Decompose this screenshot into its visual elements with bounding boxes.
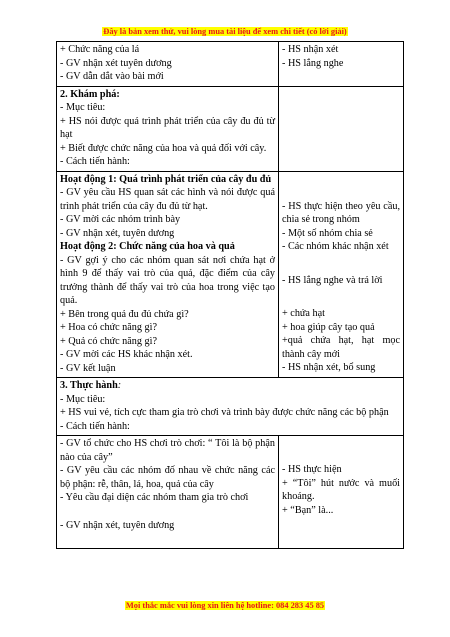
- text-line: + hoa giúp cây tạo quả: [282, 321, 375, 333]
- teacher-activity-cell: [57, 436, 279, 549]
- text-paragraph: - GV gợi ý cho các nhóm quan sát nơi chứa hạt ở hình 9 để thấy vai trò của quả, đặc điểm của cây trưởng thành để thấy vai trò của hoa trong việc tạo quả.: [60, 254, 275, 306]
- teacher-activity-cell: [57, 86, 279, 171]
- student-activity-cell: [279, 436, 404, 549]
- text-line: - Mục tiêu:: [60, 393, 106, 405]
- table-row: [57, 42, 404, 87]
- text-line: + Quả có chức năng gì?: [60, 335, 157, 347]
- table-row: [57, 86, 404, 171]
- text-line: + Hoa có chức năng gì?: [60, 322, 157, 333]
- spacer: [60, 505, 275, 519]
- text-paragraph: - GV tổ chức cho HS chơi trò chơi: “ Tôi là bộ phận nào của cây”: [60, 438, 275, 463]
- text-line: + Bên trong quả đu đủ chứa gì?: [60, 308, 189, 320]
- text-line: - GV kết luận: [60, 362, 116, 374]
- preview-notice-banner: Đây là bản xem thử, vui lòng mua tài liệu để xem chi tiết (có lời giải): [103, 27, 347, 36]
- spacer: [282, 254, 400, 274]
- teacher-activity-cell: [57, 42, 279, 87]
- text-line: - Mục tiêu:: [60, 102, 106, 113]
- text-line: - GV nhận xét, tuyên dương: [60, 519, 175, 531]
- text-paragraph: - GV yêu cầu các nhóm đố nhau về chức năng các bộ phận: rễ, thân, lá, hoa, quả của cây: [60, 465, 275, 490]
- text-line: - Yêu cầu đại diện các nhóm tham gia trò chơi: [60, 492, 249, 503]
- text-line: - HS nhận xét, bổ sung: [282, 362, 376, 373]
- text-paragraph: - GV yêu cầu HS quan sát các hình và nói được quá trình phát triển của cây đu đủ từ hạt.: [60, 187, 275, 212]
- text-line: + Chức năng của lá: [60, 44, 140, 55]
- section-heading-text: 3. Thực hành: [60, 380, 118, 391]
- text-line: - GV dẫn dắt vào bài mới: [60, 71, 164, 82]
- lesson-plan-table: [56, 41, 404, 549]
- text-line: - GV nhận xét tuyên dương: [60, 57, 172, 69]
- text-line: - GV mời các nhóm trình bày: [60, 214, 181, 225]
- text-line: - Một số nhóm chia sẻ: [282, 227, 373, 239]
- text-line: + chứa hạt: [282, 308, 325, 319]
- text-line: - GV nhận xét, tuyên dương: [60, 227, 175, 239]
- text-paragraph: + “Tôi” hút nước và muối khoáng.: [282, 477, 400, 502]
- spacer: [282, 287, 400, 307]
- section-heading: [60, 379, 400, 393]
- text-line: - HS thực hiện: [282, 464, 342, 475]
- text-paragraph: + HS nói được quá trình phát triển của cây đu đủ từ hạt: [60, 115, 275, 140]
- text-line: - HS lắng nghe: [282, 57, 344, 69]
- student-activity-cell: [279, 42, 404, 87]
- spacer: [282, 437, 400, 463]
- table-row: [57, 378, 404, 436]
- text-paragraph: - HS thực hiện theo yêu cầu, chia sẻ trong nhóm: [282, 200, 400, 225]
- full-width-cell: [57, 378, 404, 436]
- table-row: [57, 436, 404, 549]
- text-paragraph: + Biết được chức năng của hoa và quả đối với cây.: [60, 142, 267, 154]
- text-paragraph: +quả chứa hạt, hạt mọc thành cây mới: [282, 335, 400, 360]
- activity-heading: Hoạt động 1: Quá trình phát triển của cây đu đủ: [60, 173, 272, 185]
- text-line: - HS lắng nghe và trả lời: [282, 274, 383, 286]
- student-activity-cell: [279, 86, 404, 171]
- text-line: - Cách tiến hành:: [60, 156, 130, 167]
- student-activity-cell: [279, 171, 404, 378]
- section-heading: 2. Khám phá:: [60, 88, 120, 100]
- teacher-activity-cell: [57, 171, 279, 378]
- text-line: - GV mời các HS khác nhận xét.: [60, 349, 193, 360]
- table-row: [57, 171, 404, 378]
- text-line: + “Bạn” là...: [282, 504, 334, 516]
- hotline-banner: Mọi thắc mắc vui lòng xin liên hệ hotline: 084 283 45 85: [125, 601, 325, 610]
- text-line: + HS vui vẻ, tích cực tham gia trò chơi và trình bày được chức năng các bộ phận: [60, 407, 389, 418]
- spacer: [282, 173, 400, 200]
- section-heading-colon: :: [117, 380, 122, 391]
- text-line: - Cách tiến hành:: [60, 420, 130, 432]
- text-line: - Các nhóm khác nhận xét: [282, 241, 389, 252]
- text-line: - HS nhận xét: [282, 44, 339, 55]
- activity-heading: Hoạt động 2: Chức năng của hoa và quả: [60, 241, 235, 252]
- spacer: [60, 532, 275, 546]
